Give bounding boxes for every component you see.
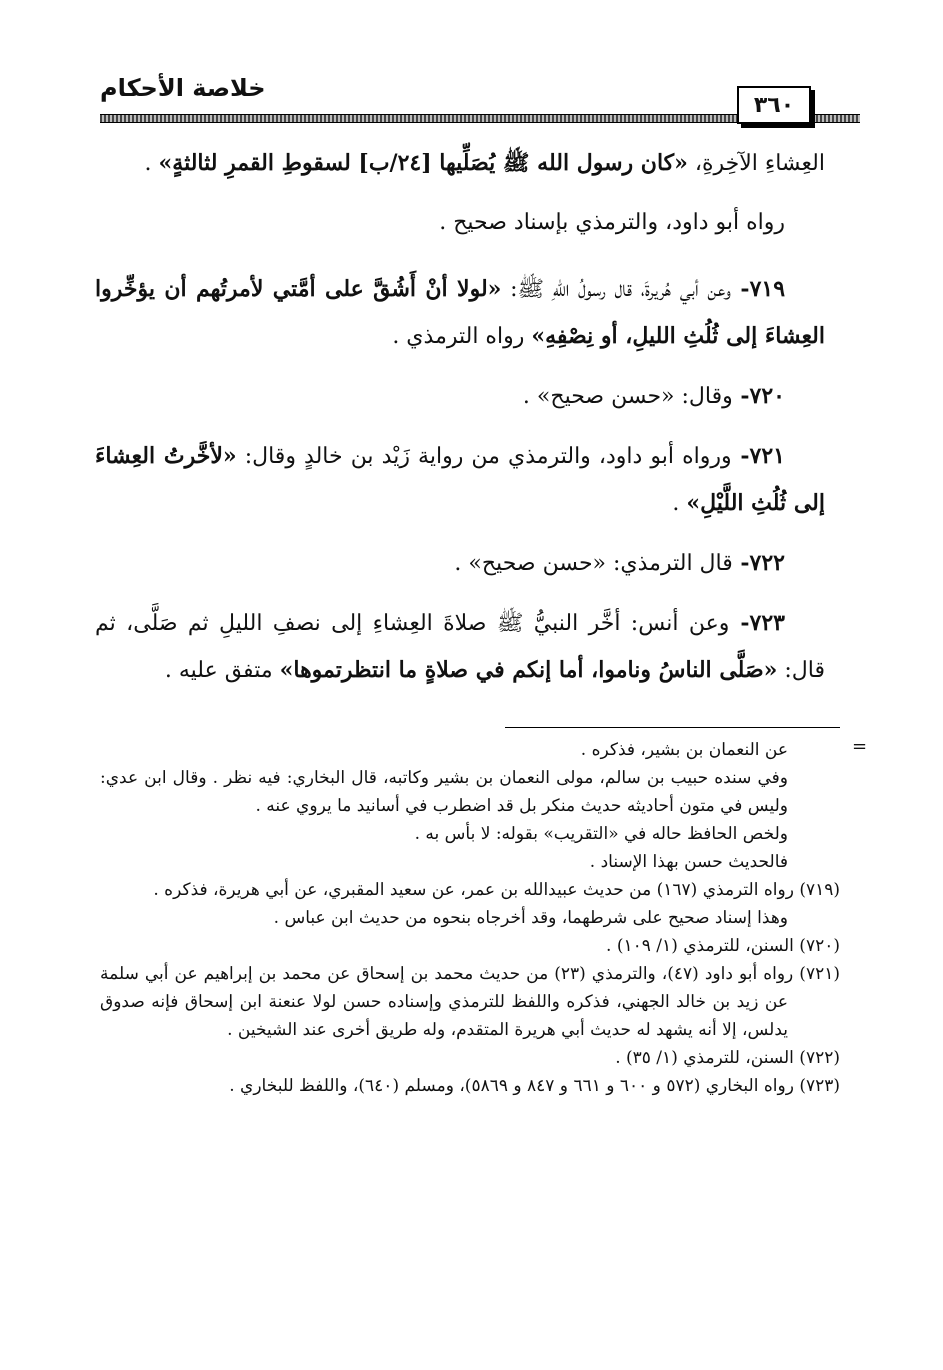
footnote-719: (٧١٩) رواه الترمذي (١٦٧) من حديث عبيدالله بن عمر، عن سعيد المقبري، عن أبي هريرة، فذكره .: [153, 880, 840, 900]
text: وقال: «حسن صحيح» .: [522, 384, 733, 409]
hadith-number: ٧٢٠-: [732, 383, 785, 409]
footnote-722: (٧٢٢) السنن، للترمذي (١/ ٣٥) .: [615, 1048, 840, 1068]
hadith-number: ٧١٩-: [731, 276, 786, 302]
text: رواه أبو داود، والترمذي بإسناد صحيح .: [439, 210, 785, 235]
text: قال الترمذي: «حسن صحيح» .: [454, 551, 733, 576]
text: رواه الترمذي .: [392, 324, 532, 349]
footnote-line: وفي سنده حبيب بن سالم، مولى النعمان بن بشير وكاتبه، قال البخاري: فيه نظر . وقال ابن عدي: وليس في متون أحاديثه حديث منكر بل قد اضطرب في أسانيد ما يروي عنه .: [100, 768, 788, 816]
footnote-723: (٧٢٣) رواه البخاري (٥٧٢ و ٦٠٠ و ٦٦١ و ٨٤٧ و ٥٨٦٩)، ومسلم (٦٤٠)، واللفظ للبخاري .: [229, 1076, 840, 1096]
footnote-line: فالحديث حسن بهذا الإسناد .: [589, 852, 788, 872]
text: العِشاءِ الآخِرةِ،: [687, 151, 825, 176]
footnotes: [100, 736, 840, 1100]
hadith-721: [95, 433, 825, 527]
hadith-quote: «لولا أنْ أَشُقَّ على أمَّتي لأمرتُهم أن يؤخِّروا العِشاءَ إلى ثُلُثِ الليلِ، أو نِصْفِهِ»: [95, 276, 825, 349]
hadith-722: [95, 540, 825, 587]
hadith-quote: «صَلَّى الناسُ وناموا، أما إنكم في صلاةٍ ما انتظرتموها»: [279, 657, 778, 683]
hadith-723: [95, 600, 825, 694]
hadith-number: ٧٢٣-: [729, 610, 785, 636]
text: وعن أبي هُريرةَ، قال رسولُ اللهِ ﷺ:: [501, 277, 732, 302]
hadith-719: [95, 266, 825, 360]
text: ورواه أبو داود، والترمذي من رواية زَيْد بن خالدٍ وقال:: [236, 444, 732, 469]
hadith-number: ٧٢٢-: [732, 550, 785, 576]
text: متفق عليه .: [164, 658, 280, 683]
hadith-720: [95, 373, 825, 420]
page-number: ٣٦٠: [737, 86, 811, 124]
main-text: [95, 140, 825, 707]
hadith-quote: «لأخَّرتُ العِشاءَ إلى ثُلُثِ اللَّيْلِ»: [95, 443, 825, 516]
footnote-720: (٧٢٠) السنن، للترمذي (١/ ١٠٩) .: [606, 936, 840, 956]
text: .: [144, 151, 159, 176]
continuation-mark: =: [852, 736, 868, 757]
paragraph-continuation: [95, 140, 825, 187]
paragraph-narration: [95, 200, 825, 246]
hadith-quote: «كان رسول الله ﷺ يُصَلِّيها [٢٤/ب] لسقوطِ القمرِ لثالثةٍ»: [158, 150, 688, 176]
footnote-line: عن النعمان بن بشير، فذكره .: [580, 740, 788, 760]
hadith-number: ٧٢١-: [731, 443, 785, 469]
footnote-721: (٧٢١) رواه أبو داود (٤٧)، والترمذي (٢٣) من حديث محمد بن إسحاق عن محمد بن إبراهيم عن أبي سلمة عن زيد بن خالد الجهني، فذكره واللفظ للترمذي وإسناده حسن لولا عنعنة ابن إسحاق فإنه صدوق يدلس، إلا أنه يشهد له حديث أبي هريرة المتقدم، وله طريق أخرى عند الشيخين .: [100, 964, 840, 1040]
footnote-line: وهذا إسناد صحيح على شرطهما، وقد أخرجاه بنحوه من حديث ابن عباس .: [273, 908, 788, 928]
text: وعن أنس: أخَّر النبيُّ ﷺ صلاةَ العِشاءِ إلى نصفِ الليلِ ثم صَلَّى، ثم قال:: [95, 611, 825, 683]
text: .: [672, 491, 687, 516]
page-header: [100, 72, 860, 128]
book-title: خلاصة الأحكام: [100, 74, 266, 102]
footnote-line: ولخص الحافظ حاله في «التقريب» بقوله: لا بأس به .: [414, 824, 788, 844]
footnote-separator: [505, 727, 840, 728]
